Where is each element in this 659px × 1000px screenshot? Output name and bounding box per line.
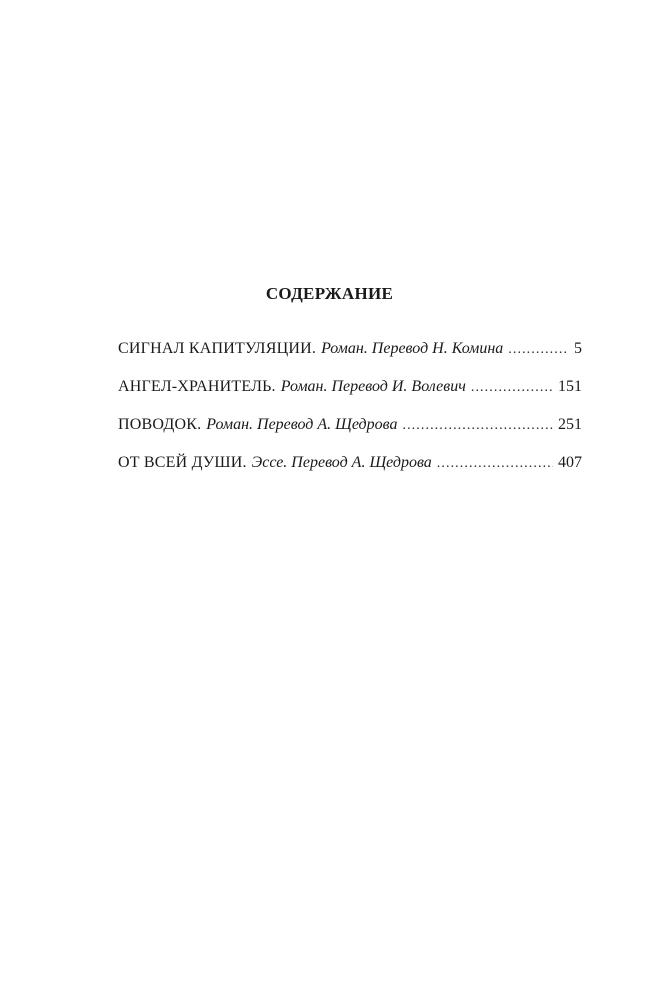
toc-dot-leader (437, 456, 553, 472)
toc-heading: СОДЕРЖАНИЕ (265, 284, 394, 303)
toc-entry-page-number: 251 (558, 416, 582, 433)
toc-entry-title: ПОВОДОК. (118, 416, 202, 433)
toc-dot-leader (402, 418, 553, 434)
toc-entry-page-number: 5 (574, 340, 582, 357)
toc-list (118, 340, 582, 492)
toc-entry-description: Роман. Перевод Н. Комина (321, 340, 504, 357)
toc-entry-page-number: 407 (558, 454, 582, 471)
toc-entry-description: Роман. Перевод И. Волевич (280, 378, 466, 395)
toc-entry (118, 378, 582, 416)
toc-dot-leader (471, 380, 553, 396)
toc-entry (118, 454, 582, 492)
toc-entry-title: АНГЕЛ-ХРАНИТЕЛЬ. (118, 378, 276, 395)
toc-entry-description: Роман. Перевод А. Щедрова (206, 416, 398, 433)
toc-entry-title: ОТ ВСЕЙ ДУШИ. (118, 454, 247, 471)
toc-dot-leader (508, 342, 569, 358)
toc-entry-page-number: 151 (558, 378, 582, 395)
toc-entry-title: СИГНАЛ КАПИТУЛЯЦИИ. (118, 340, 317, 357)
toc-entry (118, 416, 582, 454)
toc-entry (118, 340, 582, 378)
toc-entry-description: Эссе. Перевод А. Щедрова (251, 454, 432, 471)
